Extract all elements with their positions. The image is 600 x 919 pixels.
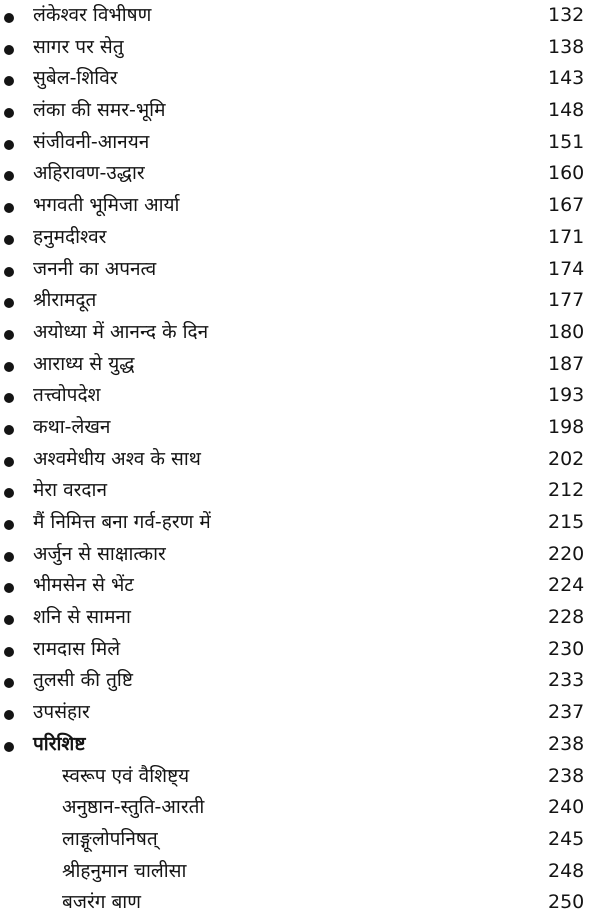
toc-entry	[0, 222, 600, 254]
toc-entry-page-number: 148	[548, 99, 585, 122]
bullet-icon	[4, 488, 14, 498]
toc-entry-page-number: 224	[548, 574, 585, 597]
toc-entry-title: मेरा वरदान	[33, 479, 107, 502]
bullet-icon	[4, 235, 14, 245]
toc-entry-page-number: 238	[548, 764, 585, 787]
toc-entry-title: जननी का अपनत्व	[33, 257, 157, 280]
toc-entry-page-number: 180	[548, 320, 585, 343]
toc-entry	[0, 539, 600, 571]
bullet-icon	[4, 76, 14, 86]
toc-entry-page-number: 174	[548, 257, 585, 280]
toc-entry-page-number: 245	[548, 827, 585, 850]
toc-entry-title: श्रीहनुमान चालीसा	[62, 859, 187, 882]
toc-entry-page-number: 238	[548, 732, 585, 755]
toc-entry	[0, 95, 600, 127]
toc-entry	[0, 634, 600, 666]
bullet-icon	[4, 710, 14, 720]
toc-entry-title: परिशिष्ट	[33, 732, 86, 755]
toc-entry-page-number: 230	[548, 637, 585, 660]
toc-entry-title: आराध्य से युद्ध	[33, 352, 135, 375]
toc-entry-page-number: 228	[548, 606, 585, 629]
toc-entry-page-number: 248	[548, 859, 585, 882]
toc-entry-title: कथा-लेखन	[33, 415, 111, 438]
toc-entry	[0, 349, 600, 381]
bullet-icon	[4, 552, 14, 562]
toc-entry-page-number: 202	[548, 447, 585, 470]
toc-entry	[0, 729, 600, 761]
toc-entry	[0, 32, 600, 64]
toc-entry-page-number: 193	[548, 384, 585, 407]
bullet-icon	[4, 267, 14, 277]
toc-entry	[0, 0, 600, 32]
toc-entry-page-number: 250	[548, 891, 585, 914]
toc-entry-page-number: 220	[548, 542, 585, 565]
toc-entry-title: संजीवनी-आनयन	[33, 130, 150, 153]
bullet-icon	[4, 140, 14, 150]
toc-entry	[0, 412, 600, 444]
toc-entry-page-number: 215	[548, 511, 585, 533]
toc-entry	[0, 856, 600, 888]
bullet-icon	[4, 520, 14, 530]
toc-entry-page-number: 177	[548, 289, 585, 312]
toc-entry	[0, 317, 600, 349]
toc-entry-page-number: 151	[548, 130, 585, 153]
toc-entry-title: हनुमदीश्वर	[33, 225, 107, 248]
toc-entry	[0, 190, 600, 222]
toc-entry-title: स्वरूप एवं वैशिष्ट्य	[62, 764, 190, 787]
toc-entry	[0, 127, 600, 159]
bullet-icon	[4, 393, 14, 403]
toc-entry-title: श्रीरामदूत	[33, 289, 97, 312]
toc-entry-title: रामदास मिले	[33, 637, 121, 660]
bullet-icon	[4, 678, 14, 688]
bullet-icon	[4, 108, 14, 118]
toc-entry-title: लंका की समर-भूमि	[33, 99, 166, 122]
bullet-icon	[4, 457, 14, 467]
bullet-icon	[4, 583, 14, 593]
toc-entry-title: शनि से सामना	[33, 606, 131, 629]
toc-entry-page-number: 160	[548, 162, 585, 185]
toc-entry-page-number: 233	[548, 669, 585, 692]
toc-entry	[0, 285, 600, 317]
toc-entry-page-number: 237	[548, 701, 585, 724]
toc-entry	[0, 665, 600, 697]
toc-entry	[0, 602, 600, 634]
toc-entry	[0, 507, 600, 539]
toc-entry-page-number: 167	[548, 194, 585, 217]
toc-entry-title: लाङ्गूलोपनिषत्	[62, 827, 158, 850]
toc-entry	[0, 444, 600, 476]
toc-entry-page-number: 212	[548, 479, 585, 502]
toc-entry-title: भगवती भूमिजा आर्या	[33, 194, 180, 217]
toc-entry-title: तुलसी की तुष्टि	[33, 669, 133, 692]
bullet-icon	[4, 647, 14, 657]
toc-entry	[0, 63, 600, 95]
toc-entry-page-number: 171	[548, 225, 585, 248]
toc-entry	[0, 761, 600, 793]
toc-entry	[0, 380, 600, 412]
bullet-icon	[4, 425, 14, 435]
toc-entry-title: बजरंग बाण	[62, 891, 141, 914]
toc-entry	[0, 254, 600, 286]
toc-entry	[0, 887, 600, 919]
toc-entry-title: उपसंहार	[33, 701, 90, 724]
toc-entry-page-number: 143	[548, 67, 585, 90]
toc-entry-title: मैं निमित्त बना गर्व-हरण में	[33, 511, 211, 533]
toc-entry-title: अहिरावण-उद्धार	[33, 162, 145, 185]
toc-entry-page-number: 187	[548, 352, 585, 375]
toc-entry	[0, 824, 600, 856]
toc-entry-page-number: 138	[548, 35, 585, 58]
toc-entry-title: तत्त्वोपदेश	[33, 384, 101, 407]
toc-entry-title: भीमसेन से भेंट	[33, 574, 134, 597]
bullet-icon	[4, 615, 14, 625]
bullet-icon	[4, 13, 14, 23]
toc-entry-title: लंकेश्वर विभीषण	[33, 4, 152, 26]
toc-entry-title: अनुष्ठान-स्तुति-आरती	[62, 796, 205, 819]
toc-entry-page-number: 240	[548, 796, 585, 819]
bullet-icon	[4, 298, 14, 308]
toc-entry-title: सुबेल-शिविर	[33, 67, 118, 90]
toc-entry-page-number: 198	[548, 415, 585, 438]
bullet-icon	[4, 362, 14, 372]
toc-entry-title: सागर पर सेतु	[33, 35, 124, 58]
toc-entry-page-number: 132	[548, 4, 585, 26]
toc-entry	[0, 570, 600, 602]
toc-entry	[0, 697, 600, 729]
bullet-icon	[4, 742, 14, 752]
bullet-icon	[4, 330, 14, 340]
toc-entry	[0, 475, 600, 507]
bullet-icon	[4, 203, 14, 213]
toc-entry-title: अश्वमेधीय अश्व के साथ	[33, 447, 201, 470]
toc-entry	[0, 792, 600, 824]
bullet-icon	[4, 45, 14, 55]
toc-entry	[0, 158, 600, 190]
bullet-icon	[4, 171, 14, 181]
toc-entry-title: अयोध्या में आनन्द के दिन	[33, 320, 209, 343]
toc-entry-title: अर्जुन से साक्षात्कार	[33, 542, 166, 565]
